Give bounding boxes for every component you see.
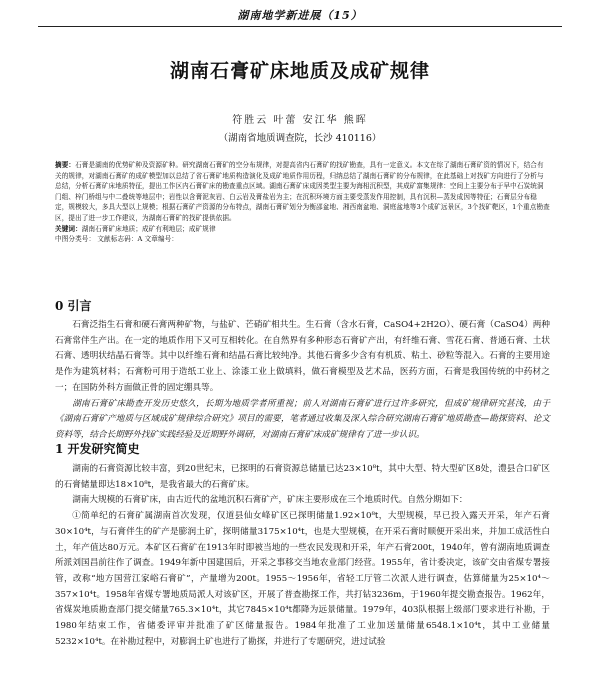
section-heading-history: 1 开发研究简史	[55, 442, 140, 456]
affiliation: （湖南省地质调查院，长沙 410116）	[218, 133, 382, 144]
abstract	[55, 160, 550, 245]
keywords-line	[55, 224, 550, 235]
keywords-text: 湖南石膏矿床地质；成矿有利地层；成矿规律	[81, 224, 216, 233]
authors: 符胜云 叶蕾 安江华 熊晖	[232, 115, 368, 126]
keywords-label: 关键词：	[55, 224, 82, 233]
section-body-intro	[55, 318, 550, 444]
paragraph: 石膏泛指生石膏和硬石膏两种矿物，与盐矿、芒硝矿相共生。生石膏（含水石膏，CaSO4+2H2O）、硬石膏（CaSO4）两种石膏常伴生产出。在一定的地质作用下又可互相转化。在自然界有多种形态石膏矿产出，有纤维石膏、雪花石膏、普通石膏、土状石膏、透明状结晶石膏等。其中以纤维石膏和结晶石膏比较纯净。其他石膏多少含有有机质、粘土、砂粒等混入。石膏的主要用途是作为建筑材料；石膏粉可用于造纸工业上、涂漆工业上做填料，做石膏模型及艺术品，医药方面，石膏是我国传统的中药材之一；在国防外科方面做正骨的固定绷具等。	[55, 320, 550, 393]
paragraph: 湖南的石膏资源比较丰富，到20世纪末，已探明的石膏资源总储量已达23×10⁸t，其中大型、特大型矿区8处，澧县合口矿区的石膏储量即达18×10⁸t，是我省最大的石膏矿床。	[55, 464, 550, 490]
running-title: 湖南地学新进展（15）	[237, 9, 363, 22]
classification-line: 中图分类号： 文献标志码：A 文章编号：	[55, 235, 179, 244]
paragraph: 湖南大规模的石膏矿床，由古近代的盆地沉积石膏矿产，矿床主要形成在三个地质时代。自然分期如下：	[72, 495, 468, 506]
abstract-body	[55, 160, 550, 224]
paragraph: ①简单纪的石膏矿属湖南首次发现，仅道县仙女峰矿区已探明储量1.92×10⁸t，大型规模，早已投入露天开采，年产石膏30×10⁴t，与石膏伴生的矿产是膨润土矿，探明储量3175×10⁴t，也是大型规模，在开采石膏时顺便开采出来，并加工成活性白土，年产值达80万元。本矿区石膏矿在1913年时即被当地的一些农民发现和开采，年产石膏200t，1940年，曾有湖南地质调查所派刘国昌前往作了调查。1949年新中国建国后，开采之事移交当地农业部门经营。1955年，省计委决定，该矿交由省煤专署接管，改称“地方国营江家峪石膏矿”，产量增为200t。1955～1956年，省轻工厅管二次派人进行调查，估算储量为25×10⁴～357×10⁴t。1958年省煤专署地质局派人对该矿区，开展了普查勘探工作，共打钻3236m，于1960年提交勘查报告。1962年，省煤炭地质勘查部门提交储量765.3×10⁴t，其它7845×10⁴t都降为远景储量。1979年，403队根据上级部门要求进行补勘，于1980年结束工作，省储委评审并批准了矿区储量报告。1984年批准了工业加送量储量6548.1×10⁴t，其中工业储量5232×10⁴t。在补勘过程中，对膨润土矿也进行了勘探，并进行了专题研究，进过试验	[55, 511, 550, 647]
abstract-label: 摘要：	[55, 161, 76, 169]
section-body-history	[55, 462, 550, 650]
section-heading-intro: 0 引言	[55, 299, 92, 313]
abstract-text: 石膏是湖南的优势矿种及资源矿种。研究湖南石膏矿的空分布规律，对提高省内石膏矿的找矿勘查，具有一定意义。本文在综了湖南石膏矿资的情况下，结合有关的规律，对湖南石膏矿的成矿模型加以总结了省石膏矿地质构造演化及成矿地质作用历程，归纳总结了湖南石膏矿的分布规律，在此基础上对找矿方向进行了分析与总结，分析石膏矿床地质特征，提出工作区内石膏矿床的勘查重点区域。湖南石膏矿床成因类型主要为海相沉积型，其成矿富集规律：空间上主要分布于早中石炭统洞门组、梓门桥组与中二叠统等地层中；岩性以含膏泥灰岩、白云岩及膏盐岩为主；在沉积环境方面主要受蒸发作用控制，具有沉积—蒸发成因等特征；石膏层分布稳定，规模较大，多具大型以上规模；根据石膏矿产资源的分布特点，湖南石膏矿划分为衡邵盆地、湘西南盆地、洞庭盆地等3个成矿远景区，3个找矿靶区，1个重点勘查区，提出了进一步工作建议，为湖南石膏矿的找矿提供依据。	[55, 161, 550, 222]
paper-title: 湖南石膏矿床地质及成矿规律	[169, 60, 430, 82]
paragraph: 湖南石膏矿床勘查开发历史悠久，长期为地质学者所重视；前人对湖南石膏矿进行过许多研究，但成矿规律研究甚浅，由于《湖南石膏矿产地质与区域成矿规律综合研究》项目的需要，笔者通过收集及深入综合研究湖南石膏矿地质勘查—勘探资料、论文资料等，结合长期野外找矿实践经验及近期野外调研，对湖南石膏矿床成矿规律有了进一步认识。	[55, 398, 550, 440]
running-header	[38, 0, 562, 27]
